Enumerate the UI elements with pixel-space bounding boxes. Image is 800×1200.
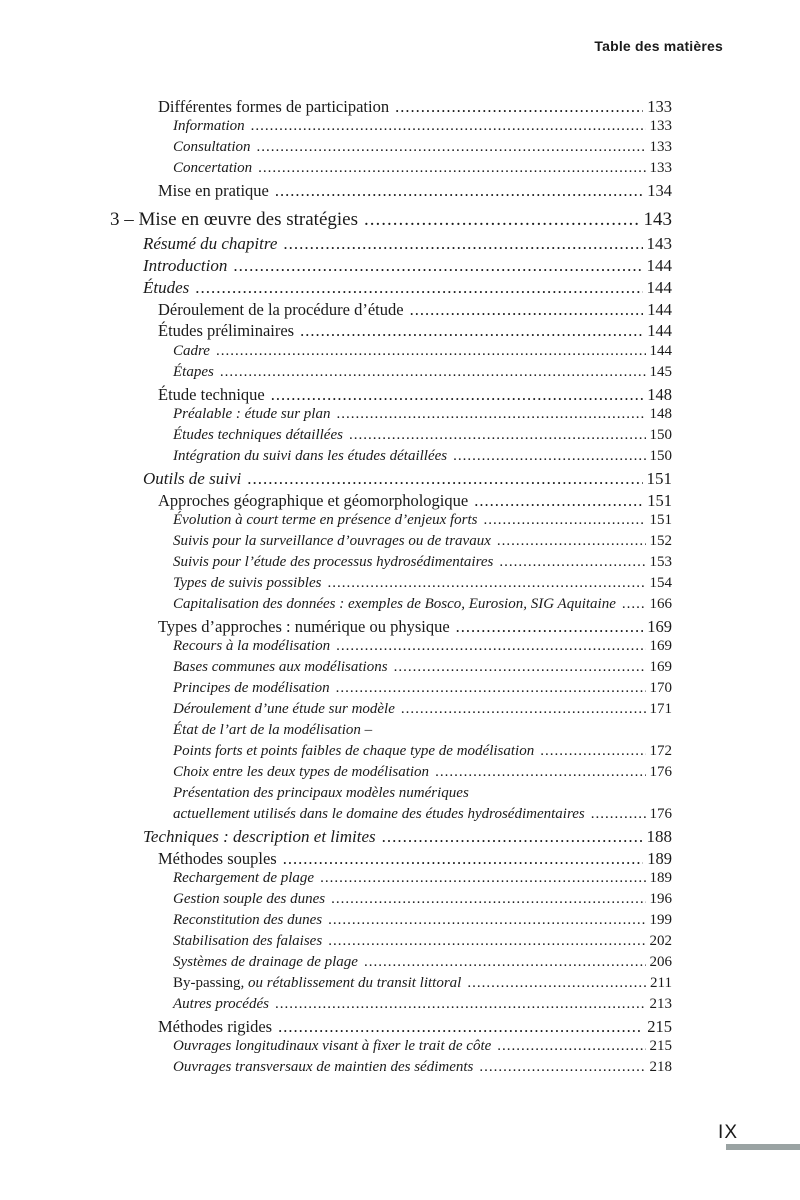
toc-entry-page: 151 [649, 512, 672, 528]
toc-leader [540, 743, 645, 760]
toc-entry-page: 169 [647, 617, 672, 636]
toc-leader [247, 469, 642, 489]
toc-leader [220, 364, 646, 381]
toc-entry[interactable] [173, 806, 672, 823]
toc-entry-page: 199 [649, 912, 672, 928]
toc-entry[interactable] [173, 160, 672, 177]
toc-entry-title-italic: , ou rétablissement du transit littoral [240, 975, 462, 991]
toc-entry-page: 152 [649, 533, 672, 549]
toc-chapter-entry[interactable] [110, 209, 672, 231]
toc-leader [479, 1059, 645, 1076]
toc-entry[interactable] [158, 849, 672, 869]
toc-leader [271, 385, 643, 405]
toc-entry-page: 218 [649, 1059, 672, 1075]
running-header: Table des matières [594, 38, 723, 54]
toc-entry-page: 189 [647, 849, 672, 868]
toc-entry[interactable] [173, 596, 672, 613]
toc-entry-title: Ouvrages longitudinaux visant à fixer le trait de côte [173, 1038, 492, 1054]
toc-leader [336, 680, 646, 697]
toc-entry-page: 170 [649, 680, 672, 696]
toc-entry-page: 166 [649, 596, 672, 612]
toc-entry-title: Déroulement de la procédure d’étude [158, 300, 404, 319]
toc-entry-title: Rechargement de plage [173, 870, 315, 886]
toc-entry-title: Types de suivis possibles [173, 575, 322, 591]
toc-entry-title-plain: By-passing [173, 975, 241, 991]
toc-entry-page: 176 [649, 806, 672, 822]
toc-leader [453, 448, 645, 465]
toc-entry[interactable] [173, 364, 672, 381]
toc-entry[interactable] [173, 870, 672, 887]
toc-entry-title: Étude technique [158, 385, 265, 404]
toc-entry-title: Différentes formes de participation [158, 97, 390, 116]
toc-entry-page: 215 [649, 1038, 672, 1054]
toc-entry-title: État de l’art de la modélisation – [173, 722, 373, 738]
toc-leader [328, 933, 645, 950]
toc-entry[interactable] [173, 912, 672, 929]
toc-entry-page: 215 [647, 1017, 672, 1036]
toc-entry[interactable] [158, 97, 672, 117]
toc-entry-page: 144 [647, 300, 672, 319]
toc-entry-title: Présentation des principaux modèles numériques [173, 785, 469, 801]
toc-entry[interactable] [173, 512, 672, 529]
toc-entry-title: actuellement utilisés dans le domaine des études hydrosédimentaires [173, 806, 585, 822]
toc-leader [216, 343, 646, 360]
toc-entry-page: 154 [649, 575, 672, 591]
toc-entry-title: Évolution à court terme en présence d’enjeux forts [173, 512, 478, 528]
toc-leader [257, 139, 646, 156]
toc-entry[interactable] [158, 321, 672, 341]
toc-leader [251, 118, 646, 135]
toc-leader [283, 234, 642, 254]
toc-entry-title: Techniques : description et limites [143, 827, 376, 846]
toc-entry-page: 169 [649, 659, 672, 675]
toc-leader [394, 659, 646, 676]
toc-entry-title: Résumé du chapitre [143, 234, 278, 253]
toc-entry-title: Méthodes rigides [158, 1017, 273, 1036]
toc-entry-title: Suivis pour la surveillance d’ouvrages ou de travaux [173, 533, 491, 549]
toc-entry-page: 133 [649, 139, 672, 155]
toc-entry-title: Capitalisation des données : exemples de Bosco, Eurosion, SIG Aquitaine [173, 596, 616, 612]
toc-entry-page: 148 [649, 406, 672, 422]
toc-entry[interactable] [158, 181, 672, 201]
toc-leader [410, 300, 644, 320]
toc-entry[interactable] [173, 764, 672, 781]
toc-entry-continued [173, 722, 672, 739]
toc-entry[interactable] [173, 933, 672, 950]
toc-entry-title: Introduction [143, 256, 228, 275]
toc-leader [497, 1038, 645, 1055]
toc-entry[interactable] [158, 1017, 672, 1037]
toc-entry-page: 134 [647, 181, 672, 200]
toc-entry[interactable] [173, 139, 672, 156]
toc-entry-continued [173, 785, 672, 802]
toc-entry-page: 202 [649, 933, 672, 949]
toc-entry-page: 206 [649, 954, 672, 970]
toc-entry-page: 213 [649, 996, 672, 1012]
toc-entry-title: Intégration du suivi dans les études détaillées [173, 448, 448, 464]
toc-entry-page: 150 [649, 448, 672, 464]
toc-entry-title: Systèmes de drainage de plage [173, 954, 358, 970]
toc-leader [278, 1017, 643, 1037]
toc-entry-title: Stabilisation des falaises [173, 933, 323, 949]
toc-entry-title: 3 – Mise en œuvre des stratégies [110, 209, 358, 230]
toc-leader [382, 827, 643, 847]
toc-entry-title: Principes de modélisation [173, 680, 330, 696]
toc-entry-page: 144 [646, 256, 672, 275]
toc-entry[interactable] [173, 996, 672, 1013]
toc-leader [233, 256, 642, 276]
toc-entry-page: 143 [646, 234, 672, 253]
toc-entry-title: Suivis pour l’étude des processus hydrosédimentaires [173, 554, 494, 570]
toc-leader [258, 160, 645, 177]
toc-entry-page: 189 [649, 870, 672, 886]
toc-entry-title: Mise en pratique [158, 181, 269, 200]
toc-entry-page: 145 [649, 364, 672, 380]
toc-entry[interactable] [173, 891, 672, 908]
toc-entry[interactable] [173, 975, 672, 992]
toc-entry-title: Étapes [173, 364, 214, 380]
toc-entry-page: 172 [649, 743, 672, 759]
toc-entry-page: 171 [649, 701, 672, 717]
toc-entry[interactable] [143, 256, 672, 276]
toc-leader [336, 406, 645, 423]
toc-entry-title: Concertation [173, 160, 253, 176]
toc-entry-page: 144 [647, 321, 672, 340]
toc-entry[interactable] [143, 827, 672, 847]
toc-entry-page: 133 [649, 160, 672, 176]
toc-entry[interactable] [173, 954, 672, 971]
toc-leader [467, 975, 646, 992]
toc-entry-page: 143 [643, 209, 672, 230]
toc-entry[interactable] [158, 385, 672, 405]
toc-entry-page: 133 [647, 97, 672, 116]
toc-leader [275, 996, 646, 1013]
toc-entry[interactable] [143, 469, 672, 489]
toc-leader [364, 954, 646, 971]
toc-entry[interactable] [158, 617, 672, 637]
toc-entry-title: Types d’approches : numérique ou physique [158, 617, 450, 636]
toc-leader [300, 321, 643, 341]
toc-entry[interactable] [173, 343, 672, 360]
toc-entry-title: Reconstitution des dunes [173, 912, 323, 928]
toc-entry-title: Méthodes souples [158, 849, 277, 868]
toc-entry[interactable] [173, 659, 672, 676]
toc-leader [283, 849, 644, 869]
toc-leader [327, 575, 645, 592]
toc-entry-page: 211 [650, 975, 672, 991]
toc-entry-page: 153 [649, 554, 672, 570]
toc-leader [474, 491, 643, 511]
toc-leader [328, 912, 645, 929]
toc-entry-title: Déroulement d’une étude sur modèle [173, 701, 395, 717]
toc-leader [435, 764, 645, 781]
toc-leader [484, 512, 646, 529]
toc-entry-page: 144 [646, 278, 672, 297]
toc-leader [622, 596, 646, 613]
footer-rule [726, 1144, 800, 1150]
toc-entry[interactable] [173, 427, 672, 444]
toc-entry[interactable] [173, 701, 672, 718]
toc-entry[interactable] [173, 554, 672, 571]
toc-entry-page: 148 [647, 385, 672, 404]
toc-entry-title: Études préliminaires [158, 321, 295, 340]
toc-entry-page: 144 [649, 343, 672, 359]
toc-leader [499, 554, 645, 571]
toc-entry[interactable] [173, 638, 672, 655]
toc-entry-page: 169 [649, 638, 672, 654]
toc-leader [364, 209, 640, 231]
toc-entry[interactable] [143, 278, 672, 298]
toc-entry-title: Outils de suivi [143, 469, 242, 488]
toc-entry-title: Cadre [173, 343, 210, 359]
toc-entry-title: Recours à la modélisation [173, 638, 331, 654]
toc-leader [195, 278, 642, 298]
toc-leader [591, 806, 646, 823]
toc-entry[interactable] [173, 533, 672, 550]
toc-leader [331, 891, 645, 908]
toc-entry-title: Approches géographique et géomorphologique [158, 491, 469, 510]
toc-entry-title: Préalable : étude sur plan [173, 406, 331, 422]
toc-entry-page: 150 [649, 427, 672, 443]
toc-entry-page: 188 [646, 827, 672, 846]
toc-entry[interactable] [173, 118, 672, 135]
toc-entry-page: 133 [649, 118, 672, 134]
page-number: IX [718, 1122, 738, 1143]
toc-leader [401, 701, 646, 718]
toc-leader [497, 533, 646, 550]
toc-entry-title: Choix entre les deux types de modélisation [173, 764, 430, 780]
toc-leader [275, 181, 643, 201]
toc-leader [456, 617, 644, 637]
toc-entry-title: Études [143, 278, 190, 297]
toc-entry[interactable] [173, 743, 672, 760]
toc-leader [320, 870, 645, 887]
toc-entry[interactable] [173, 680, 672, 697]
toc-entry-title: Information [173, 118, 245, 134]
toc-entry[interactable] [173, 448, 672, 465]
toc-entry-title: Ouvrages transversaux de maintien des sédiments [173, 1059, 474, 1075]
toc-entry-title: Consultation [173, 139, 251, 155]
toc-entry-page: 196 [649, 891, 672, 907]
toc-entry-title: Bases communes aux modélisations [173, 659, 388, 675]
toc-entry-page: 151 [646, 469, 672, 488]
toc-entry[interactable] [173, 575, 672, 592]
toc-entry-title: Autres procédés [173, 996, 269, 1012]
toc-entry[interactable] [143, 234, 672, 254]
toc-leader [336, 638, 645, 655]
toc-entry[interactable] [173, 406, 672, 423]
toc-entry[interactable] [173, 1038, 672, 1055]
toc-entry-page: 151 [647, 491, 672, 510]
toc-entry[interactable] [173, 1059, 672, 1076]
toc-entry[interactable] [158, 300, 672, 320]
toc-entry-page: 176 [649, 764, 672, 780]
toc-leader [349, 427, 646, 444]
toc-entry-title: Études techniques détaillées [173, 427, 343, 443]
toc-entry-title: Gestion souple des dunes [173, 891, 326, 907]
toc-entry[interactable] [158, 491, 672, 511]
toc-entry-title: Points forts et points faibles de chaque type de modélisation [173, 743, 535, 759]
toc-leader [395, 97, 643, 117]
toc-entry-title [173, 975, 461, 992]
